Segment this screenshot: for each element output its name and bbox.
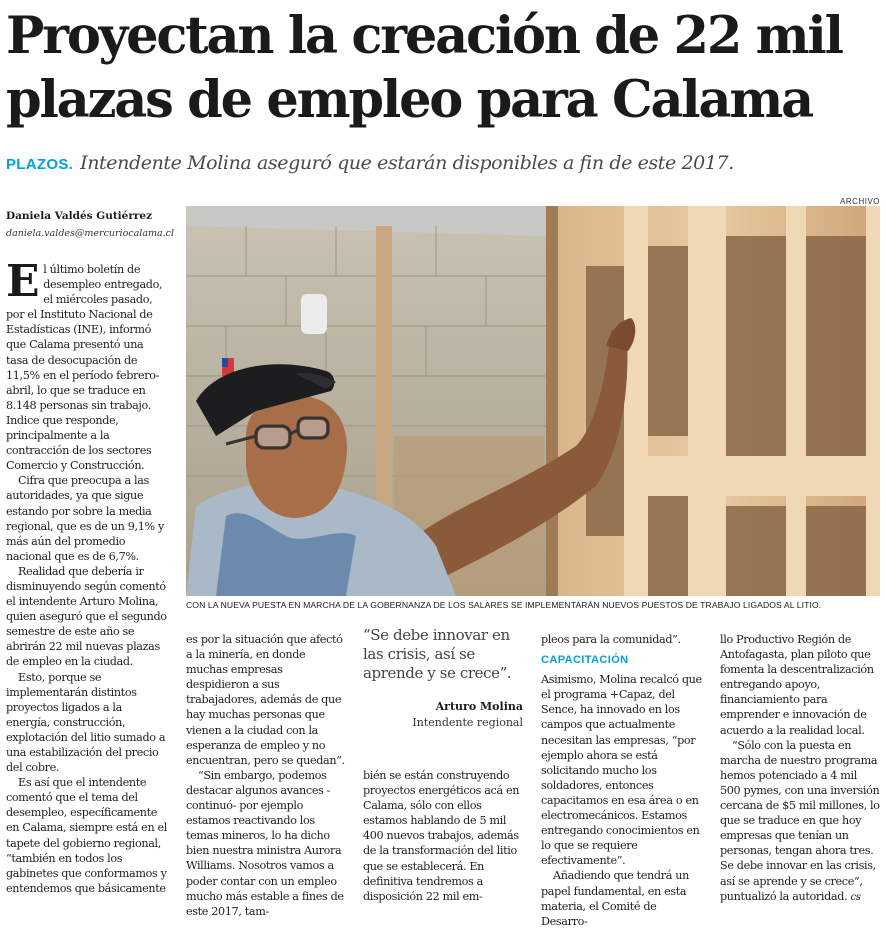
photo-caption: CON LA NUEVA PUESTA EN MARCHA DE LA GOBERNANZA DE LOS SALARES SE IMPLEMENTARÁN NUEVOS PUESTOS DE TRABAJO LIGADOS AL LITIO. <box>186 600 822 610</box>
worker-illustration <box>186 206 880 596</box>
paragraph: Esto, porque se implementarán distintos proyectos ligados a la energía, construcción, explotación del litio sumado a una estabilización del precio del cobre. <box>6 670 166 775</box>
article-photo <box>186 206 880 596</box>
pull-quote: “Se debe innovar en las crisis, así se aprende y se crece”. <box>363 626 512 682</box>
paragraph: es por la situación que afectó a la minería, en donde muchas empresas despidieron a sus trabajadores, además de que hay muchas personas que vienen a la ciudad con la esperanza de empleo y no encuentran, pero se quedan”. <box>186 633 345 767</box>
end-mark: cs <box>850 891 861 903</box>
quote-attribution-role: Intendente regional <box>412 716 523 729</box>
paragraph: Asimismo, Molina recalcó que el programa +Capaz, del Sence, ha innovado en los campos que actualmente necesitan las empresas, “por ejemplo ahora se está solicitando mucho los soldadores, entonces capacitamos en esa área o en electromecánicos. Estamos entregando conocimientos en lo que se requiere efectivamente”. <box>541 673 702 868</box>
headline: Proyectan la creación de 22 mil plazas de empleo para Calama <box>6 6 842 130</box>
paragraph <box>720 738 880 905</box>
author-name: Daniela Valdés Gutiérrez <box>6 210 153 222</box>
byline <box>6 210 181 239</box>
drop-cap: E <box>6 256 40 307</box>
paragraph: pleos para la comunidad”. <box>541 633 681 646</box>
paragraph <box>6 256 167 473</box>
paragraph-text: l último boletín de desempleo entregado, el miércoles pasado, por el Instituto Nacional de Estadísticas (INE), informó que Calama presentó una tasa de desocupación de 11,5% en el período febrero-abril, lo que se traduce en 8.148 personas sin trabajo. Indice que responde, principalmente a la contracción de los sectores Comercio y Construcción. <box>6 263 163 473</box>
article-column-3 <box>363 768 524 904</box>
paragraph: Añadiendo que tendrá un papel fundamental, en esta materia, el Comité de Desarro- <box>541 869 689 928</box>
quote-attribution-name: Arturo Molina <box>435 700 523 713</box>
paragraph: llo Productivo Región de Antofagasta, plan piloto que fomenta la descentralización entregando apoyo, financiamiento para emprender e innovación de acuerdo a la realidad local. <box>720 633 874 737</box>
section-subhead: CAPACITACIÓN <box>541 654 629 667</box>
kicker-text: Intendente Molina aseguró que estarán disponibles a fin de este 2017. <box>80 152 734 174</box>
kicker <box>6 152 882 174</box>
article-column-5 <box>720 632 880 905</box>
paragraph: Es así que el intendente comentó que el tema del desempleo, específicamente en Calama, siempre está en el tapete del gobierno regional, “también en todos los gabinetes que conformamos y entendemos que básicamente <box>6 776 168 895</box>
kicker-tag: PLAZOS. <box>6 156 74 173</box>
photo-credit: ARCHIVO <box>840 197 880 206</box>
paragraph-text: “Sólo con la puesta en marcha de nuestro programa hemos potenciado a 4 mil 500 pymes, con una inversión cercana de $5 mil millones, lo que se traduce en que hoy empresas que tenían un personas, tengan ahora tres. Se debe innovar en las crisis, así se aprende y se crece”, puntualizó la autoridad. <box>720 738 880 903</box>
paragraph: Realidad que debería ir disminuyendo según comentó el intendente Arturo Molina, quien aseguró que el segundo semestre de este año se abrirán 22 mil nuevas plazas de empleo en la ciudad. <box>6 564 167 669</box>
paragraph: Cifra que preocupa a las autoridades, ya que sigue estando por sobre la media regional, que es de un 9,1% y más aún del promedio nacional que es de 6,7%. <box>6 474 164 563</box>
paragraph: bién se están construyendo proyectos energéticos acá en Calama, sólo con ellos estamos hablando de 5 mil 400 nuevos trabajos, además de la transformación del litio que se establecerá. En definitiva tendremos a disposición 22 mil em- <box>363 769 520 903</box>
article-column-1 <box>6 256 168 896</box>
paragraph: “Sin embargo, podemos destacar algunos avances -continuó- por ejemplo estamos reactivando los temas mineros, lo ha dicho bien nuestra ministra Aurora Williams. Nosotros vamos a poder contar con un empleo mucho más estable a fines de este 2017, tam- <box>186 768 344 918</box>
article-column-2 <box>186 632 347 919</box>
article-column-4 <box>541 632 704 929</box>
author-email: daniela.valdes@mercuriocalama.cl <box>6 228 175 239</box>
